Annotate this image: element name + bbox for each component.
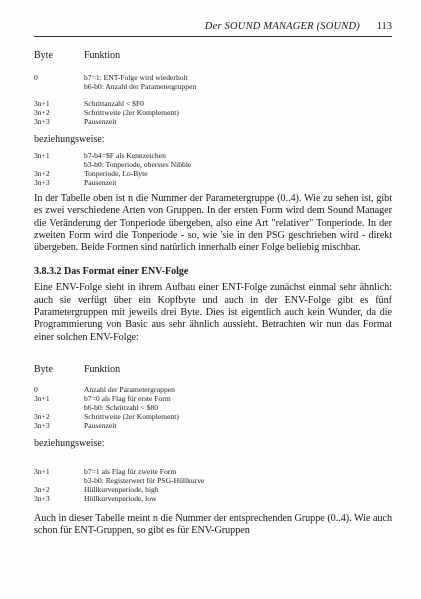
ent-table bbox=[34, 50, 392, 126]
col-function-label: Funktion bbox=[84, 363, 121, 375]
page-number: 113 bbox=[376, 21, 392, 32]
running-header bbox=[34, 19, 392, 37]
table-row: b3-b0: Registerwert für PSG-Hüllkurve bbox=[84, 475, 205, 485]
ent-alt-label: beziehungsweise: bbox=[34, 134, 105, 145]
page-content bbox=[34, 50, 392, 538]
table-row: 3n+2 Hüllkurvenperiode, high bbox=[34, 484, 159, 494]
table-row: 3n+1 b7=1 als Flag für zweite Form bbox=[34, 466, 177, 476]
ent-alt-table bbox=[34, 151, 392, 187]
env-table-header bbox=[34, 364, 392, 378]
table-row: 3n+3 Pausenzeit bbox=[34, 178, 117, 187]
table-row: 3n+2 Schrittweite (2er Komplement) bbox=[34, 411, 179, 421]
paragraph-env-explanation: Auch in dieser Tabelle meint n die Nummer der entsprechenden Gruppe (0..4). Wie auch schon für ENT-Gruppen, so gibt es für ENV-Gruppen bbox=[34, 512, 392, 537]
table-row: b6-b0: Schrittzahl < $80 bbox=[84, 402, 159, 412]
table-row: 3n+3 Hüllkurvenperiode, low bbox=[34, 493, 157, 503]
table-row: b3-b0: Tonperiode, oberstes Nibble bbox=[84, 160, 192, 169]
env-alt-label: beziehungsweise: bbox=[34, 437, 105, 449]
col-byte-label: Byte bbox=[34, 363, 53, 375]
table-row: 3n+3 Pausenzeit bbox=[34, 117, 117, 126]
table-row: 3n+2 Tonperiode, Lo-Byte bbox=[34, 169, 148, 178]
paragraph-ent-explanation: In der Tabelle oben ist n die Nummer der Parametergruppe (0..4). Wie zu sehen ist, gibt es zwei verschiedene Arten von Gruppen. In der ersten Form wird dem Sound Manager die Veränderung der Tonperiode übergeben, also eine Art "relativer" Tonperiode. In der zweiten Form wird die Tonperiode - so, wie 'sie in den PSG geschrieben wird - direkt übergeben. Beide Formen sind natürlich innerhalb einer Folge beliebig mischbar. bbox=[34, 193, 392, 254]
table-row: 0 b7=1: ENT-Folge wird wiederholt bbox=[34, 73, 188, 82]
table-row: 3n+3 Pausenzeit bbox=[34, 420, 117, 430]
header-rule bbox=[34, 36, 392, 37]
env-alt-table bbox=[34, 467, 392, 503]
env-table bbox=[34, 364, 392, 430]
table-row: 3n+1 b7-b4=$F als Kennzeichen bbox=[34, 151, 166, 160]
section-heading: 3.8.3.2 Das Format einer ENV-Folge bbox=[34, 266, 189, 278]
table-row: 3n+1 Schrittanzahl < $F0 bbox=[34, 99, 144, 108]
col-function-label: Funktion bbox=[84, 50, 121, 61]
ent-table-header bbox=[34, 50, 392, 64]
chapter-title: Der SOUND MANAGER (SOUND) bbox=[204, 21, 360, 32]
col-byte-label: Byte bbox=[34, 50, 53, 61]
table-row: 0 Anzahl der Parametergruppen bbox=[34, 384, 175, 394]
table-row: b6-b0: Anzahl der Parametergruppen bbox=[84, 82, 197, 91]
paragraph-env-intro: Eine ENV-Folge sieht in ihrem Aufbau einer ENT-Folge zunächst einmal sehr ähnlich: auch sie verfügt über ein Kopfbyte und auch in der ENV-Folge gibt es fünf Parametergruppen mit jeweils drei Byte. Dies ist eigentlich auch kein Wunder, da die Programmierung von Basic aus sehr ähnlich aussieht. Betrachten wir nun das Format einer solchen ENV-Folge: bbox=[34, 282, 392, 343]
table-row: 3n+1 b7=0 als Flag für erste Form bbox=[34, 393, 171, 403]
table-row: 3n+2 Schrittweite (2er Komplement) bbox=[34, 108, 179, 117]
